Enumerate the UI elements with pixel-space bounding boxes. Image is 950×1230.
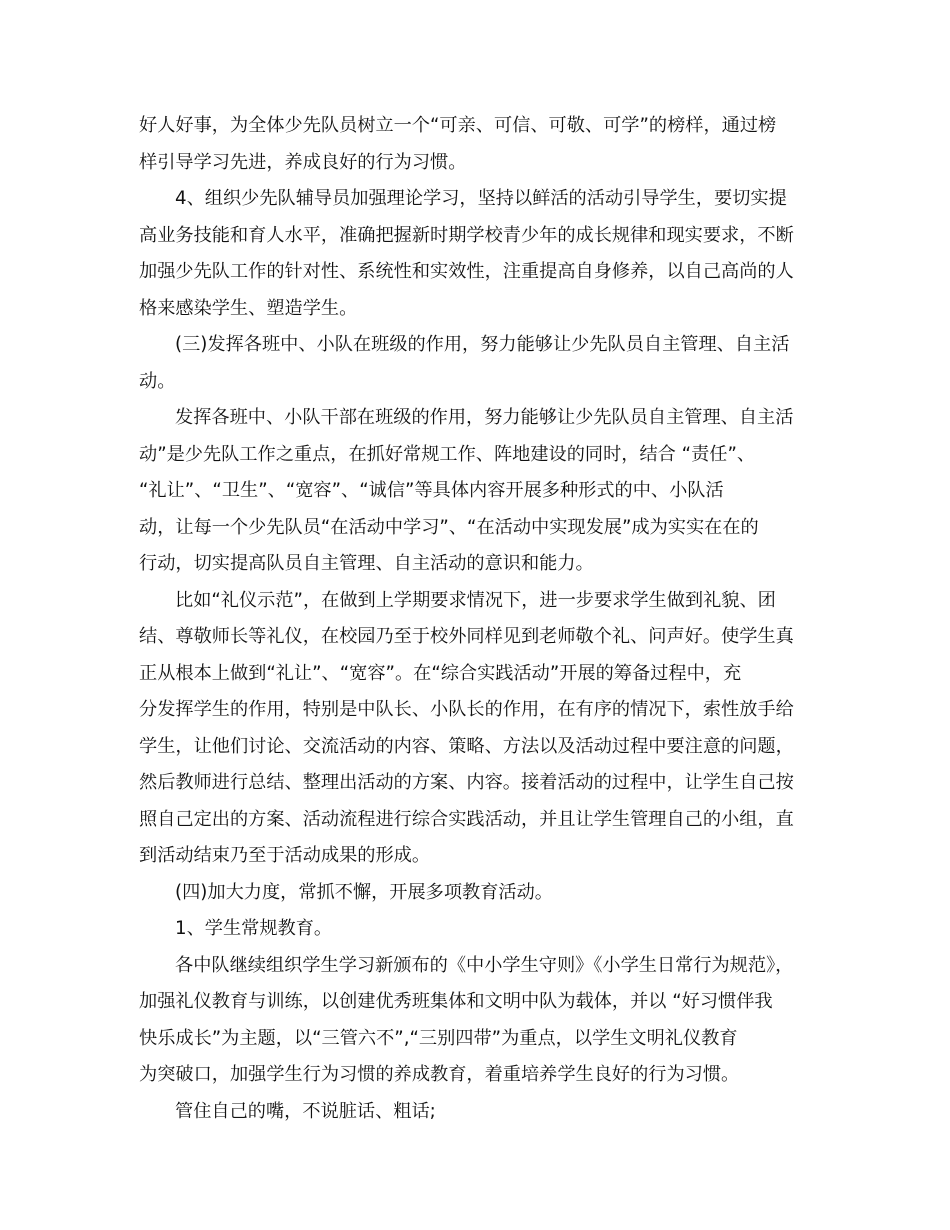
text-line-1: 好人好事，为全体少先队员树立一个“可亲、可信、可敬、可学”的榜样，通过榜 [139, 115, 777, 136]
text-line-19: 然后教师进行总结、整理出活动的方案、内容。接着活动的过程中，让学生自己按 [139, 772, 794, 793]
text-line-8: 动。 [139, 370, 176, 392]
text-line-21: 到活动结束乃至于活动成果的形成。 [139, 845, 431, 866]
text-line-14: 比如“礼仪示范”，在做到上学期要求情况下，进一步要求学生做到礼貌、团 [175, 589, 776, 611]
text-line-5: 加强少先队工作的针对性、系统性和实效性，注重提高自身修养，以自己高尚的人 [139, 261, 794, 282]
text-line-3: 4、组织少先队辅导员加强理论学习，坚持以鲜活的活动引导学生，要切实提 [175, 188, 787, 209]
text-line-15: 结、尊敬师长等礼仪，在校园乃至于校外同样见到老师敬个礼、问声好。使学生真 [139, 626, 794, 647]
text-line-4: 高业务技能和育人水平，准确把握新时期学校青少年的成长规律和现实要求，不断 [139, 224, 794, 246]
text-line-17: 分发挥学生的作用，特别是中队长、小队长的作用，在有序的情况下，索性放手给 [139, 699, 794, 720]
text-line-6: 格来感染学生、塑造学生。 [139, 297, 358, 319]
subsection-heading-1: 1、学生常规教育。 [175, 918, 333, 939]
section-heading-4: (四)加大力度，常抓不懈，开展多项教育活动。 [175, 881, 553, 903]
text-line-20: 照自己定出的方案、活动流程进行综合实践活动，并且让学生管理自己的小组，直 [139, 808, 794, 830]
text-line-27: 为突破口，加强学生行为习惯的养成教育，着重培养学生良好的行为习惯。 [139, 1064, 740, 1085]
text-line-26: 快乐成长”为主题，以“三管六不”,“三别四带”为重点，以学生文明礼仪教育 [139, 1027, 738, 1049]
text-line-9: 发挥各班中、小队干部在班级的作用，努力能够让少先队员自主管理、自主活 [175, 407, 794, 428]
text-line-18: 学生，让他们讨论、交流活动的内容、策略、方法以及活动过程中要注意的问题， [139, 735, 794, 757]
text-line-13: 行动，切实提高队员自主管理、自主活动的意识和能力。 [139, 553, 594, 574]
text-line-12: 动，让每一个少先队员“在活动中学习”、“在活动中实现发展”成为实实在在的 [139, 516, 759, 538]
text-line-24: 各中队继续组织学生学习新颁布的《中小学生守则》《小学生日常行为规范》， [175, 954, 794, 976]
text-line-10: 动”是少先队工作之重点，在抓好常规工作、阵地建设的同时，结合 “责任”、 [139, 443, 756, 465]
document-body [139, 111, 819, 1133]
text-line-16: 正从根本上做到“礼让”、“宽容”。在“综合实践活动”开展的筹备过程中，充 [139, 662, 742, 684]
text-line-11: “礼让”、“卫生”、“宽容”、“诚信”等具体内容开展多种形式的中、小队活 [139, 480, 724, 501]
section-heading-3: (三)发挥各班中、小队在班级的作用，努力能够让少先队员自主管理、自主活 [175, 334, 790, 355]
text-line-25: 加强礼仪教育与训练，以创建优秀班集体和文明中队为载体，并以 “好习惯伴我 [139, 991, 773, 1012]
text-line-2: 样引导学习先进，养成良好的行为习惯。 [139, 151, 467, 173]
text-line-28: 管住自己的嘴，不说脏话、粗话; [175, 1100, 436, 1122]
